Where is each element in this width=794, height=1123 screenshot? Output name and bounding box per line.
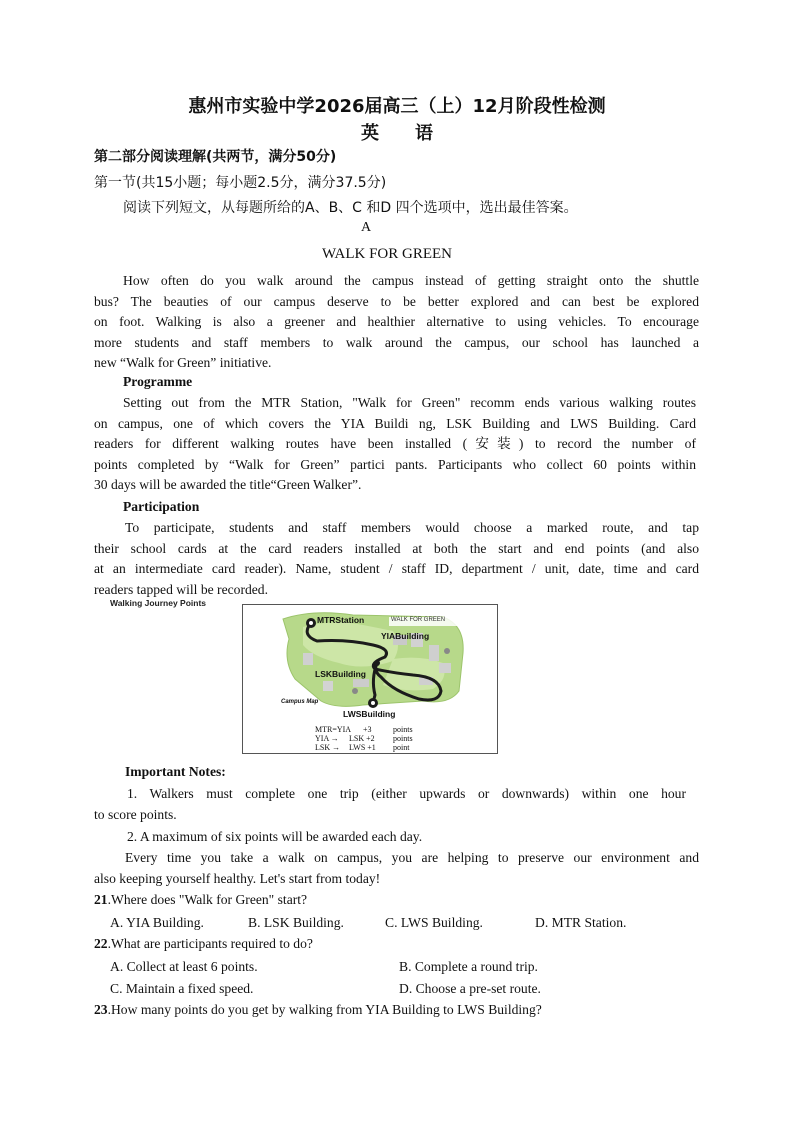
closing-paragraph	[94, 848, 699, 889]
programme-line: readers for different walking routes have been installed (安装) to record the number of	[94, 436, 696, 452]
map-banner: WALK FOR GREEN	[391, 617, 446, 623]
instruction: 阅读下列短文，从每题所给的A、B、C 和D 四个选项中，选出最佳答案。	[123, 200, 578, 216]
q21-option-a[interactable]: A. YIA Building.	[110, 915, 204, 930]
q21-option-c[interactable]: C. LWS Building.	[385, 915, 483, 930]
question-stem: .What are participants required to do?	[107, 936, 313, 951]
q22-option-b[interactable]: B. Complete a round trip.	[399, 959, 538, 974]
question-21	[94, 892, 307, 908]
map-points-row: MTR=YIA +3 points	[315, 725, 413, 734]
notes-heading: Important Notes:	[125, 764, 226, 779]
map-points-table	[315, 725, 413, 752]
intro-line: new “Walk for Green” initiative.	[94, 355, 272, 371]
question-22	[94, 936, 313, 952]
programme-line: Setting out from the MTR Station, "Walk for Green" recomm ends various walking routes	[123, 395, 696, 410]
programme-paragraph	[94, 393, 696, 496]
participation-line: readers tapped will be recorded.	[94, 581, 268, 597]
intro-paragraph	[94, 271, 699, 374]
passage-title: WALK FOR GREEN	[322, 246, 452, 262]
q21-option-b[interactable]: B. LSK Building.	[248, 915, 344, 930]
question-23	[94, 1002, 542, 1018]
map-station-yia: YIABuilding	[381, 631, 430, 641]
question-stem: .Where does "Walk for Green" start?	[107, 892, 308, 907]
question-number: 23	[94, 1002, 108, 1017]
map-station-lsk: LSKBuilding	[315, 669, 366, 679]
programme-line: points completed by “Walk for Green” partici pants. Participants who collect 60 points within	[94, 456, 696, 472]
participation-paragraph	[94, 518, 699, 600]
programme-line: 30 days will be awarded the title“Green Walker”.	[94, 477, 362, 493]
passage-letter: A	[360, 220, 372, 235]
q21-option-d[interactable]: D. MTR Station.	[535, 915, 627, 930]
closing-line: Every time you take a walk on campus, you are helping to preserve our environment and	[125, 850, 699, 865]
participation-heading: Participation	[123, 499, 200, 514]
map-station-lws: LWSBuilding	[343, 709, 396, 719]
intro-line: How often do you walk around the campus instead of getting straight onto the shuttle	[123, 273, 699, 288]
programme-line: on campus, one of which covers the YIA Buildi ng, LSK Building and LWS Building. Card	[94, 415, 696, 431]
question-number: 21	[94, 892, 108, 907]
participation-line: their school cards at the card readers installed at both the start and end points (and also	[94, 540, 699, 556]
q22-option-a[interactable]: A. Collect at least 6 points.	[110, 959, 258, 974]
map-station-mtr: MTRStation	[317, 615, 365, 625]
participation-line: at an intermediate card reader). Name, student / staff ID, department / unit, date, time and card	[94, 561, 699, 577]
participation-line: To participate, students and staff members would choose a marked route, and tap	[125, 520, 699, 535]
intro-line: more students and staff members to walk around the campus, our school has launched a	[94, 334, 699, 350]
map-campus-label: Campus Map	[281, 699, 319, 705]
map-points-row: YIA → LSK +2 points	[315, 734, 413, 743]
note1-line: to score points.	[94, 806, 177, 822]
subject-title: 英 语	[361, 123, 433, 144]
question-stem: .How many points do you get by walking from YIA Building to LWS Building?	[107, 1002, 542, 1017]
closing-line: also keeping yourself healthy. Let's start from today!	[94, 870, 381, 886]
programme-heading: Programme	[123, 374, 193, 389]
note1-line: 1. Walkers must complete one trip (either upwards or downwards) within one hour	[127, 786, 686, 801]
question-number: 22	[94, 936, 108, 951]
intro-line: bus? The beauties of our campus deserve to be better explored and can best be explored	[94, 293, 699, 309]
exam-title: 惠州市实验中学2026届高三（上）12月阶段性检测	[188, 96, 606, 117]
section-part: 第二部分阅读理解(共两节，满分50分)	[94, 149, 337, 165]
campus-map-figure	[242, 604, 498, 754]
note2: 2. A maximum of six points will be awarded each day.	[127, 829, 423, 844]
intro-line: on foot. Walking is also a greener and healthier alternative to using vehicles. To encourage	[94, 314, 699, 330]
q22-option-d[interactable]: D. Choose a pre-set route.	[399, 981, 541, 996]
map-points-row: LSK → LWS +1 point	[315, 743, 410, 752]
note1-paragraph	[94, 784, 686, 825]
map-caption: Walking Journey Points	[110, 598, 207, 608]
q22-option-c[interactable]: C. Maintain a fixed speed.	[110, 981, 254, 996]
section-sub: 第一节(共15小题；每小题2.5分，满分37.5分)	[94, 175, 387, 191]
